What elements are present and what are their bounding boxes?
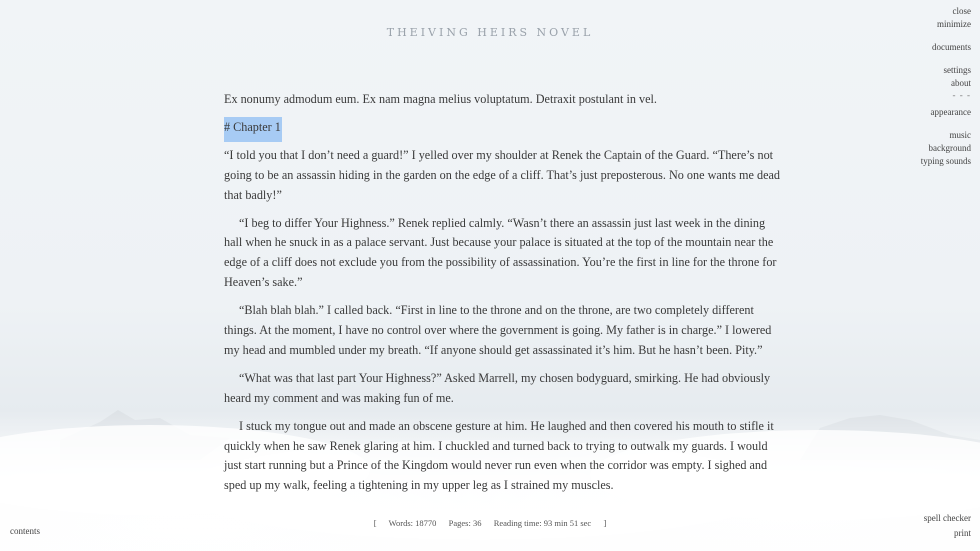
typing-sounds-button[interactable]: typing sounds <box>920 156 971 166</box>
menu-spacer <box>921 31 971 41</box>
reading-time: Reading time: 93 min 51 sec <box>493 518 592 528</box>
paragraph: “What was that last part Your Highness?” Asked Marrell, my chosen bodyguard, smirking. He had obviously heard my comment and was making fun of me. <box>224 370 771 405</box>
print-button[interactable]: print <box>954 528 971 538</box>
document-stats <box>0 518 980 528</box>
settings-button[interactable]: settings <box>943 65 971 75</box>
background-button[interactable]: background <box>928 143 971 153</box>
contents-button[interactable]: contents <box>10 526 40 536</box>
page-count: Pages: 36 <box>448 518 482 528</box>
stats-close-bracket: ] <box>603 518 607 528</box>
menu-spacer <box>921 54 971 64</box>
text-editor[interactable] <box>224 90 780 504</box>
music-button[interactable]: music <box>949 130 971 140</box>
paragraph: I stuck my tongue out and made an obscene gesture at him. He laughed and then covered his mouth to stifle it quickly when he saw Renek glaring at him. I chuckled and turned back to trying to outwalk my guards. I would just start running but a Prince of the Kingdom would never run even when the corridor was empty. I sighed and sped up my walk, feeling a tightening in my upper leg as I strained my muscles. <box>224 418 774 493</box>
minimize-button[interactable]: minimize <box>937 19 971 29</box>
selected-chapter-heading[interactable]: # Chapter 1 <box>224 117 282 142</box>
menu-spacer <box>921 119 971 129</box>
documents-button[interactable]: documents <box>932 42 971 52</box>
side-menu <box>921 5 971 168</box>
word-count: Words: 18770 <box>388 518 437 528</box>
appearance-button[interactable]: appearance <box>930 107 971 117</box>
intro-paragraph: Ex nonumy admodum eum. Ex nam magna melius voluptatum. Detraxit postulant in vel. <box>224 92 657 106</box>
paragraph: “I beg to differ Your Highness.” Renek replied calmly. “Wasn’t there an assassin just last week in the dining hall when he snuck in as a palace servant. Just because your palace is situated at the top of the mountain near the edge of a cliff does not exclude you from the possibility of assassination. You’re the first in line for the throne for Heaven’s sake.” <box>224 215 777 290</box>
chapter-heading-line <box>224 118 780 138</box>
stats-open-bracket: [ <box>373 518 377 528</box>
paragraph: “I told you that I don’t need a guard!” I yelled over my shoulder at Renek the Captain of the Guard. “There’s not going to be an assassin hiding in the garden on the edge of a cliff. That’s just preposterous. No one wants me dead that badly!” <box>224 147 780 202</box>
close-button[interactable]: close <box>952 6 971 16</box>
document-title: THEIVING HEIRS NOVEL <box>386 26 594 39</box>
about-button[interactable]: about <box>951 78 971 88</box>
paragraph: “Blah blah blah.” I called back. “First in line to the throne and on the throne, are two completely different things. At the moment, I have no control over where the government is going. My father is in charge.” I lowered my head and mumbled under my breath. “If anyone should get assassinated it’s him. But he hasn’t been. Pity.” <box>224 303 772 357</box>
spell-checker-button[interactable]: spell checker <box>923 513 971 523</box>
menu-separator: - - - <box>952 90 971 100</box>
